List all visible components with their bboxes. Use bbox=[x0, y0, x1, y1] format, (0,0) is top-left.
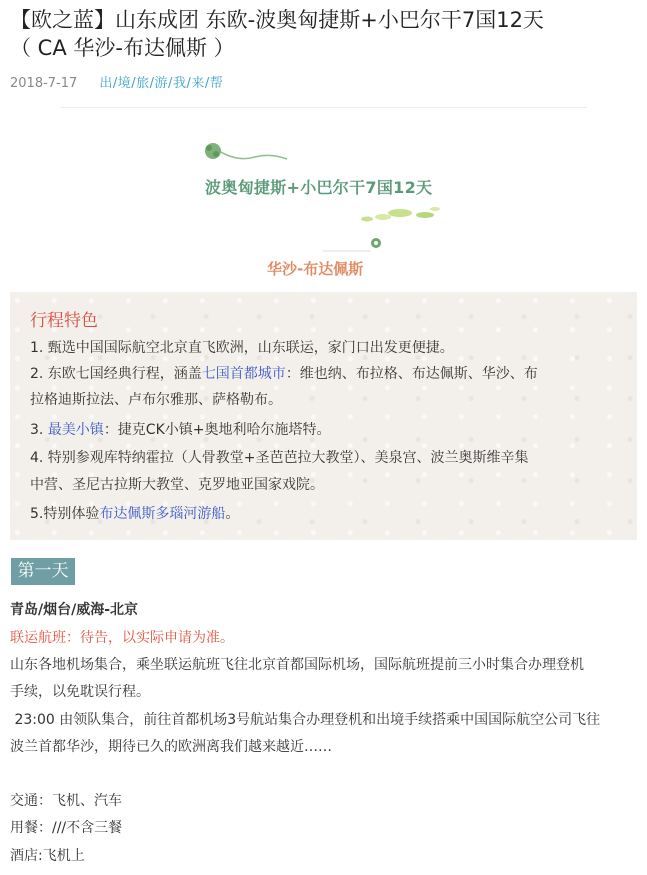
title-line-1: 【欧之蓝】山东成团 东欧-波奥匈捷斯+小巴尔干7国12天 bbox=[10, 8, 544, 32]
feature-item-3 bbox=[30, 418, 331, 443]
feature-item-2 bbox=[30, 362, 538, 387]
banner-subtitle: 华沙-布达佩斯 bbox=[267, 260, 364, 278]
feature-item-2-continued: 拉格迪斯拉法、卢布尔雅那、萨格勒布。 bbox=[30, 392, 282, 408]
features-heading: 行程特色 bbox=[30, 311, 98, 331]
banner-title: 波奥匈捷斯+小巴尔干7国12天 bbox=[205, 178, 433, 197]
feature-item-4: 4. 特别参观库特纳霍拉（人骨教堂+圣芭芭拉大教堂）、美泉宫、波兰奥斯维辛集 bbox=[30, 450, 529, 466]
day-1-paragraph-2-continued: 波兰首都华沙，期待已久的欧洲离我们越来越近…… bbox=[10, 739, 332, 755]
feature-item-2-text: 2. 东欧七国经典行程，涵盖 bbox=[30, 366, 202, 382]
publish-date: 2018-7-17 bbox=[10, 76, 78, 91]
feature-item-1: 1. 甄选中国国际航空北京直飞欧洲，山东联运，家门口出发更便捷。 bbox=[30, 340, 454, 356]
title-line-2: （ CA 华沙-布达佩斯 ） bbox=[10, 36, 235, 60]
feature-item-2-rest: ：维也纳、布拉格、布达佩斯、华沙、布 bbox=[285, 366, 538, 382]
day-1-route: 青岛/烟台/威海-北京 bbox=[10, 602, 139, 618]
danube-cruise-link[interactable]: 布达佩斯多瑙河游船 bbox=[99, 506, 226, 522]
day-1-transport: 交通：飞机、汽车 bbox=[10, 793, 122, 809]
beautiful-towns-link[interactable]: 最美小镇 bbox=[47, 422, 104, 438]
day-1-paragraph-2: 23:00 由领队集合，前往首都机场3号航站集合办理登机和出境手续搭乘中国国际航空公司飞往 bbox=[10, 712, 601, 728]
feature-item-5-end: 。 bbox=[225, 506, 240, 522]
feature-item-5-text: 5.特别体验 bbox=[30, 506, 100, 522]
account-link[interactable]: 出/境/旅/游/我/来/帮 bbox=[99, 76, 224, 91]
day-1-flight-note: 联运航班：待告，以实际申请为准。 bbox=[10, 630, 234, 646]
day-1-paragraph-1-continued: 手续，以免耽误行程。 bbox=[10, 684, 150, 700]
feature-item-5 bbox=[30, 502, 239, 527]
feature-item-3-number: 3. bbox=[30, 422, 48, 438]
article-title bbox=[10, 6, 640, 62]
article-meta bbox=[10, 72, 223, 91]
itinerary-banner bbox=[195, 135, 455, 285]
feature-item-4-continued: 中营、圣尼古拉斯大教堂、克罗地亚国家戏院。 bbox=[30, 477, 324, 493]
divider bbox=[60, 107, 587, 108]
capital-cities-link[interactable]: 七国首都城市 bbox=[201, 366, 286, 382]
day-1-meals: 用餐：///不含三餐 bbox=[10, 820, 123, 836]
day-1-hotel: 酒店:飞机上 bbox=[10, 848, 85, 864]
day-1-paragraph-1: 山东各地机场集合，乘坐联运航班飞往北京首都国际机场，国际航班提前三小时集合办理登机 bbox=[10, 657, 584, 673]
feature-item-3-text: ：捷克CK小镇+奥地利哈尔施塔特。 bbox=[103, 422, 331, 438]
day-1-badge: 第一天 bbox=[11, 558, 75, 585]
features-section bbox=[10, 292, 637, 540]
